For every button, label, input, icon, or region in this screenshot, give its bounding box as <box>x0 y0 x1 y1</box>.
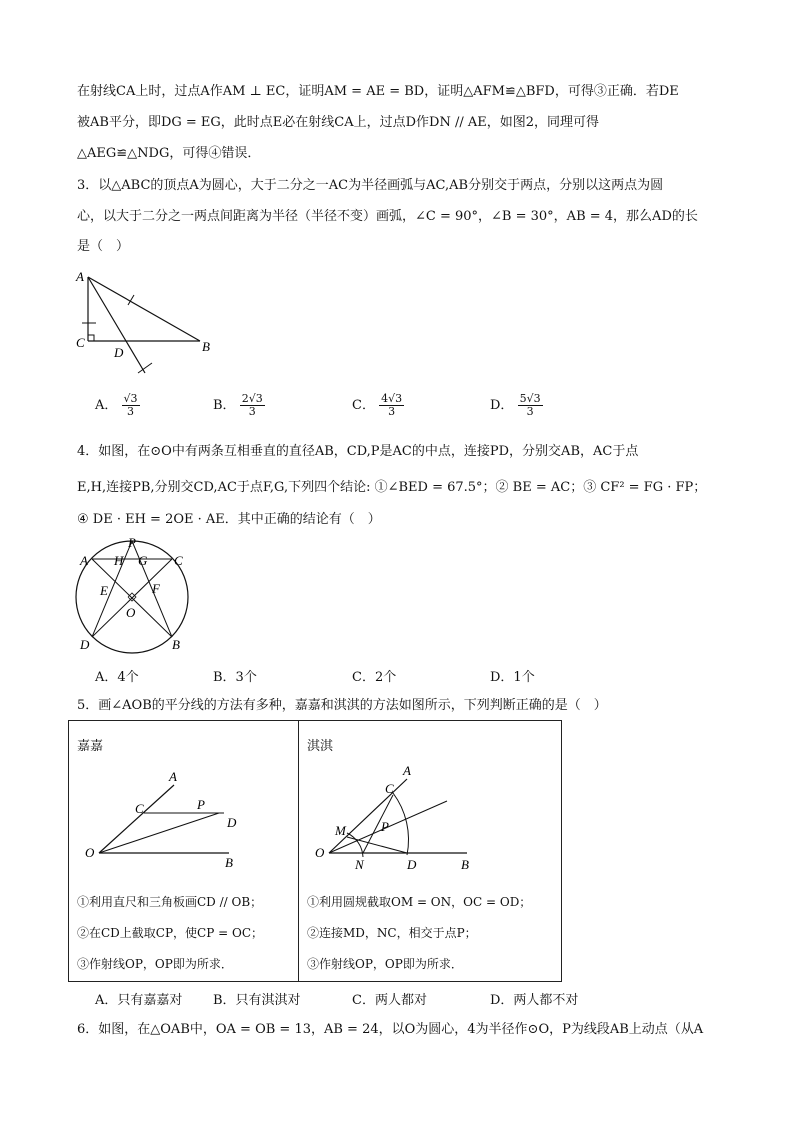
q5-qiqi-label-a: A <box>403 763 411 778</box>
q3-option-a-letter: A． <box>95 398 118 413</box>
q4-option-b[interactable]: B．3个 <box>213 670 257 685</box>
q4-label-h: H <box>114 553 124 568</box>
q5-option-a[interactable]: A．只有嘉嘉对 <box>95 993 183 1008</box>
q5-qiqi-label-m: M <box>335 823 346 838</box>
q3-option-a-num: √3 <box>123 392 138 405</box>
q3-option-a-den: 3 <box>127 405 135 418</box>
q5-qiqi-label-c: C <box>385 781 394 796</box>
q5-qiqi-label-b: B <box>461 857 469 872</box>
q3-line-3: 是（ ） <box>77 239 130 254</box>
q4-label-d: D <box>80 637 90 652</box>
q3-option-d-letter: D． <box>490 398 514 413</box>
q5-jiajia-label-o: O <box>85 845 95 860</box>
q3-label-d: D <box>114 345 124 360</box>
q5-qiqi-label-n: N <box>355 857 364 872</box>
q5-qiqi-step-2: ②连接MD，NC，相交于点P； <box>307 926 477 940</box>
q3-option-c-num: 4√3 <box>381 392 403 405</box>
q4-label-b: B <box>172 637 180 652</box>
q5-jiajia-label-p: P <box>197 797 205 812</box>
q3-option-d[interactable] <box>490 393 543 418</box>
q5-jiajia-label-a: A <box>169 769 177 784</box>
q4-line-1: 4．如图，在⊙O中有两条互相垂直的直径AB，CD,P是AC的中点，连接PD，分别交AB，AC于点 <box>77 444 639 459</box>
intro-line-1: 在射线CA上时，过点A作AM ⊥ EC，证明AM = AE = BD，证明△AFM≌△BFD，可得③正确．若DE <box>77 84 679 99</box>
q4-option-a[interactable]: A．4个 <box>95 670 139 685</box>
q3-triangle-figure <box>70 265 230 385</box>
q3-option-a-fraction <box>122 393 140 418</box>
q5-table-divider <box>298 721 299 981</box>
q3-option-c[interactable] <box>352 393 404 418</box>
intro-line-2: 被AB平分，即DG = EG，此时点E必在射线CA上，过点D作DN // AE，如图2，同理可得 <box>77 115 599 130</box>
q5-method-table <box>68 720 562 982</box>
q4-circle-figure <box>70 535 200 660</box>
q4-line-3: ④ DE · EH = 2OE · AE．其中正确的结论有（ ） <box>77 512 381 527</box>
q6-line-1: 6．如图，在△OAB中，OA = OB = 13，AB = 24，以O为圆心，4为半径作⊙O，P为线段AB上动点（从A <box>77 1022 704 1037</box>
q5-qiqi-title: 淇淇 <box>307 739 334 754</box>
q3-label-b: B <box>202 339 210 354</box>
q4-option-d[interactable]: D．1个 <box>490 670 535 685</box>
q3-label-c: C <box>76 335 85 350</box>
q4-line-2: E,H,连接PB,分别交CD,AC于点F,G,下列四个结论: ①∠BED = 67.5°；② BE = AC；③ CF² = FG · FP； <box>77 480 707 495</box>
q5-qiqi-step-1: ①利用圆规截取OM = ON，OC = OD； <box>307 895 532 909</box>
q5-jiajia-label-b: B <box>225 855 233 870</box>
q5-qiqi-label-o: O <box>315 845 325 860</box>
q3-option-b-num: 2√3 <box>241 392 263 405</box>
q4-option-c[interactable]: C．2个 <box>352 670 397 685</box>
q3-line-1: 3．以△ABC的顶点A为圆心，大于二分之一AC为半径画弧与AC,AB分别交于两点，分别以这两点为圆 <box>77 178 664 193</box>
q3-option-b-den: 3 <box>248 405 256 418</box>
intro-line-3: △AEG≌△NDG，可得④错误． <box>77 146 261 161</box>
q5-option-c[interactable]: C．两人都对 <box>352 993 427 1008</box>
q5-option-b[interactable]: B．只有淇淇对 <box>213 993 301 1008</box>
q5-jiajia-label-d: D <box>227 815 237 830</box>
q4-label-e: E <box>100 583 108 598</box>
q5-jiajia-step-3: ③作射线OP，OP即为所求． <box>77 957 233 971</box>
q3-option-c-fraction <box>379 393 404 418</box>
q4-label-f: F <box>152 581 160 596</box>
q5-jiajia-step-2: ②在CD上截取CP，使CP = OC； <box>77 926 264 940</box>
q4-label-g: G <box>138 553 148 568</box>
q3-option-b-letter: B． <box>213 398 236 413</box>
q5-line-1: 5．画∠AOB的平分线的方法有多种，嘉嘉和淇淇的方法如图所示，下列判断正确的是（ ） <box>77 698 607 713</box>
q3-option-c-letter: C． <box>352 398 375 413</box>
q5-jiajia-label-c: C <box>135 801 144 816</box>
q4-label-p: P <box>128 535 136 550</box>
q4-label-c: C <box>174 553 183 568</box>
q5-jiajia-figure <box>79 763 279 873</box>
q4-label-a: A <box>80 553 88 568</box>
q3-option-c-den: 3 <box>388 405 396 418</box>
q3-option-a[interactable] <box>95 393 140 418</box>
q5-jiajia-title: 嘉嘉 <box>77 739 104 754</box>
q3-line-2: 心，以大于二分之一两点间距离为半径（半径不变）画弧，∠C = 90°，∠B = 30°，AB = 4，那么AD的长 <box>77 209 698 224</box>
q5-option-d[interactable]: D．两人都不对 <box>490 993 579 1008</box>
q3-label-a: A <box>76 269 84 284</box>
q3-option-d-num: 5√3 <box>519 392 541 405</box>
q3-option-d-den: 3 <box>526 405 534 418</box>
q5-qiqi-label-p: P <box>381 819 389 834</box>
q4-label-o: O <box>126 605 136 620</box>
q5-qiqi-step-3: ③作射线OP，OP即为所求． <box>307 957 463 971</box>
q5-jiajia-step-1: ①利用直尺和三角板画CD // OB； <box>77 895 263 909</box>
q3-option-b-fraction <box>240 393 265 418</box>
q5-qiqi-figure <box>307 763 557 878</box>
q5-qiqi-label-d: D <box>407 857 417 872</box>
q3-option-b[interactable] <box>213 393 265 418</box>
q3-option-d-fraction <box>518 393 543 418</box>
